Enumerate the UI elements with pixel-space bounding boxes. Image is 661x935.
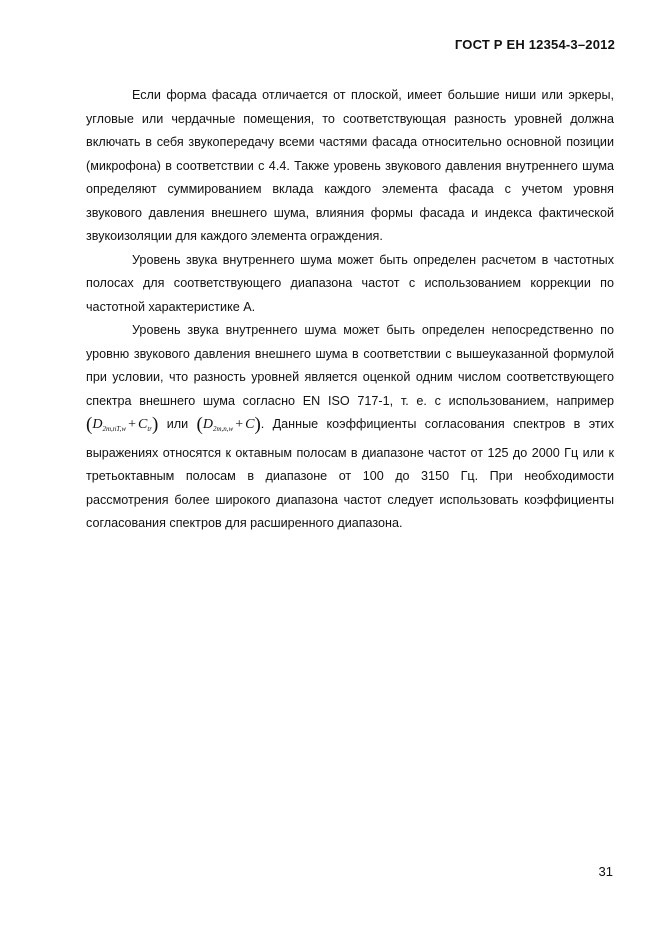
paragraph-1: Если форма фасада отличается от плоской, имеет большие ниши или эркеры, угловые или чердачные помещения, то соответствующая разность уровней должна включать в себя звукопередачу всеми частями фасада относительно основной позиции (микрофона) в соответствии с 4.4. Также уровень звукового давления внутреннего шума определяют суммированием вклада каждого элемента фасада с учетом уровня звукового давления внешнего шума, влияния формы фасада и индекса фактической звукоизоляции для каждого элемента ограждения. (86, 88, 614, 243)
formula-close-paren: ) (254, 414, 261, 435)
formula-d-subscript: 2m,nT,w (102, 425, 127, 433)
formula-open-paren: ( (196, 414, 203, 435)
page-number: 31 (598, 864, 613, 879)
formula-d-symbol: D (92, 417, 103, 432)
formula-c-subscript: tr (147, 425, 152, 433)
paragraph-3 (86, 319, 614, 536)
formula-c-symbol: C (137, 417, 148, 432)
body-text (86, 84, 614, 536)
formula-plus: + (128, 417, 136, 432)
formula-d-symbol: D (202, 417, 213, 432)
formula-dc (196, 414, 261, 435)
formula-d-subscript: 2m,n,w (212, 425, 234, 433)
formula-close-paren: ) (151, 414, 159, 435)
formula-plus: + (235, 417, 244, 432)
formula-dtr (86, 414, 159, 435)
paragraph-2: Уровень звука внутреннего шума может быть определен расчетом в частотных полосах для соответствующего диапазона частот с использованием коррекции по частотной характеристике А. (86, 252, 614, 314)
paragraph-3-mid: или (158, 417, 197, 431)
formula-open-paren: ( (86, 414, 93, 435)
paragraph-3-part-b: . Данные коэффициенты согласования спектров в этих выражениях относятся к октавным полосам в диапазоне частот от 125 до 2000 Гц или к третьоктавным полосам в диапазоне от 100 до 3150 Гц. При необходимости рассмотрения более широкого диапазона частот следует использовать коэффициенты согласования спектров для расширенного диапазона. (86, 417, 615, 530)
formula-c-symbol: C (245, 417, 255, 432)
document-header: ГОСТ Р ЕН 12354-3–2012 (454, 37, 615, 52)
paragraph-3-part-a: Уровень звука внутреннего шума может быть определен непосредственно по уровню звукового давления внешнего шума в соответствии с вышеуказанной формулой при условии, что разность уровней является оценкой одним числом соответствующего спектра внешнего шума согласно EN ISO 717-1, т. е. с использованием, например (86, 323, 614, 408)
